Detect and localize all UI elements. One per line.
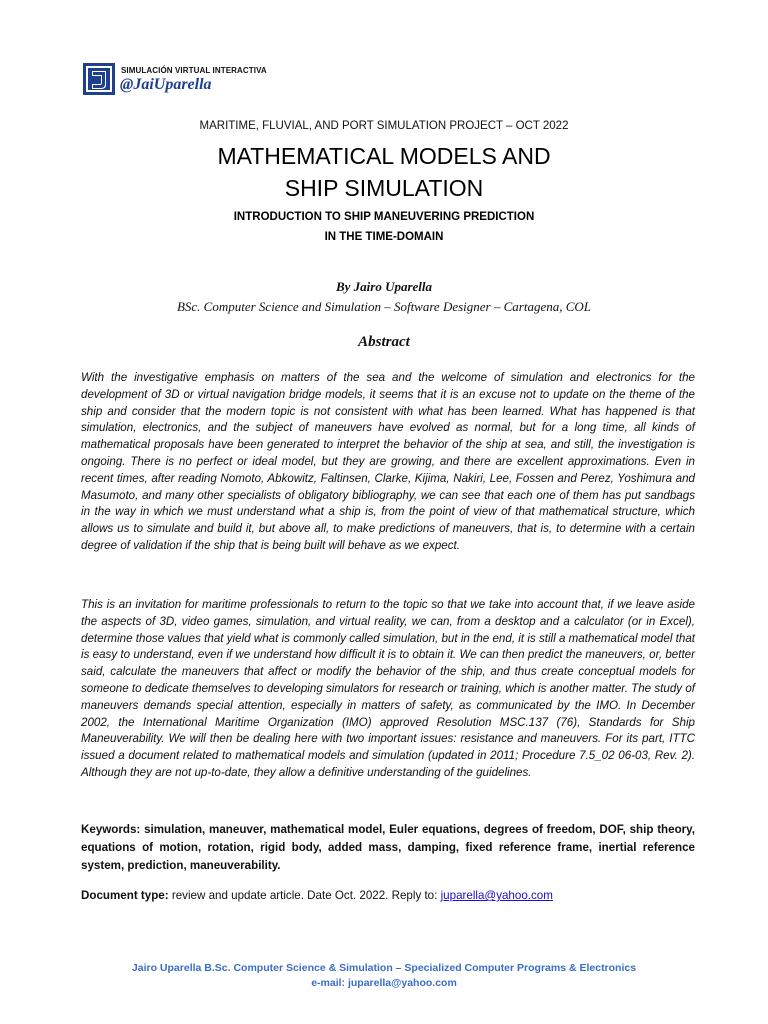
author-affiliation: BSc. Computer Science and Simulation – Software Designer – Cartagena, COL bbox=[176, 299, 592, 314]
subtitle bbox=[0, 207, 768, 247]
logo-handle: @JaiUparella bbox=[120, 76, 212, 93]
logo bbox=[83, 63, 267, 99]
doctype-text: review and update article. Date Oct. 2022. Reply to: bbox=[171, 889, 438, 902]
abstract-heading: Abstract bbox=[358, 334, 410, 350]
keywords-text: simulation, maneuver, mathematical model, Euler equations, degrees of freedom, DOF, ship theory, equations of motion, rotation, rigid body, added mass, damping, fixed reference frame, inertial reference system, prediction, maneuverability. bbox=[81, 823, 695, 872]
doctype-label: Document type: bbox=[81, 889, 169, 902]
reply-email-link[interactable]: juparella@yahoo.com bbox=[440, 889, 553, 902]
footer-line-1: Jairo Uparella B.Sc. Computer Science & Simulation – Specialized Computer Programs & Electronics bbox=[131, 962, 637, 974]
document-type bbox=[81, 889, 695, 902]
keywords-label: Keywords: bbox=[81, 823, 141, 836]
title-line-2: SHIP SIMULATION bbox=[284, 175, 484, 201]
project-line: MARITIME, FLUVIAL, AND PORT SIMULATION PROJECT – OCT 2022 bbox=[199, 120, 569, 132]
logo-tagline: SIMULACIÓN VIRTUAL INTERACTIVA bbox=[121, 66, 267, 75]
subtitle-line-1: INTRODUCTION TO SHIP MANEUVERING PREDICTION bbox=[233, 211, 535, 223]
logo-mark-icon bbox=[83, 63, 115, 95]
title-line-1: MATHEMATICAL MODELS AND bbox=[217, 143, 551, 169]
abstract-paragraph-1: With the investigative emphasis on matters of the sea and the welcome of simulation and electronics for the development of 3D or virtual navigation bridge models, it seems that it is an excuse not to update on the theme of the ship and consider that the modern topic is not consistent with what has been learned. What has happened is that simulation, electronics, and the subject of maneuvers have evolved as normal, but for a long time, all kinds of mathematical proposals have been generated to interpret the behavior of the ship at sea, and still, the investigation is ongoing. There is no perfect or ideal model, but they are growing, and there are excellent approximations. Even in recent times, after reading Nomoto, Abkowitz, Faltinsen, Clarke, Kijima, Nakiri, Lee, Fossen and Perez, Yoshimura and Masumoto, and many other specialists of obligatory bibliography, we can see that each one of them has put sandbags in the way in which we must understand what a ship is, from the point of view of that mathematical structure, which allows us to simulate and build it, but above all, to make predictions of maneuvers, that is, to determine with a certain degree of validation if the ship that is being built will behave as we expect. bbox=[81, 371, 695, 552]
subtitle-line-2: IN THE TIME-DOMAIN bbox=[324, 231, 444, 243]
page-title bbox=[0, 140, 768, 204]
footer-line-2: e-mail: juparella@yahoo.com bbox=[311, 977, 457, 989]
abstract-paragraph-2: This is an invitation for maritime professionals to return to the topic so that we take into account that, if we leave aside the aspects of 3D, video games, simulation, and virtual reality, we can, from a desktop and a calculator (or in Excel), determine those values that yield what is commonly called simulation, but in the end, it is still a mathematical model that is easy to understand, even if we understand how difficult it is to obtain it. We can then predict the maneuvers, or, better said, calculate the maneuvers that affect or modify the behavior of the ship, and thus create conceptual models for someone to dedicate themselves to developing simulators for research or training, which is another matter. The study of maneuvers demands special attention, especially in matters of safety, as communicated by the IMO. In December 2002, the International Maritime Organization (IMO) approved Resolution MSC.137 (76), Standards for Ship Maneuverability. We will then be dealing here with two important issues: resistance and maneuvers. For its part, ITTC issued a document related to mathematical models and simulation (updated in 2011; Procedure 7.5_02 06-03, Rev. 2). Although they are not up-to-date, they allow a definitive understanding of the guidelines. bbox=[81, 598, 695, 779]
keywords bbox=[81, 821, 695, 875]
author-byline: By Jairo Uparella bbox=[335, 279, 433, 294]
